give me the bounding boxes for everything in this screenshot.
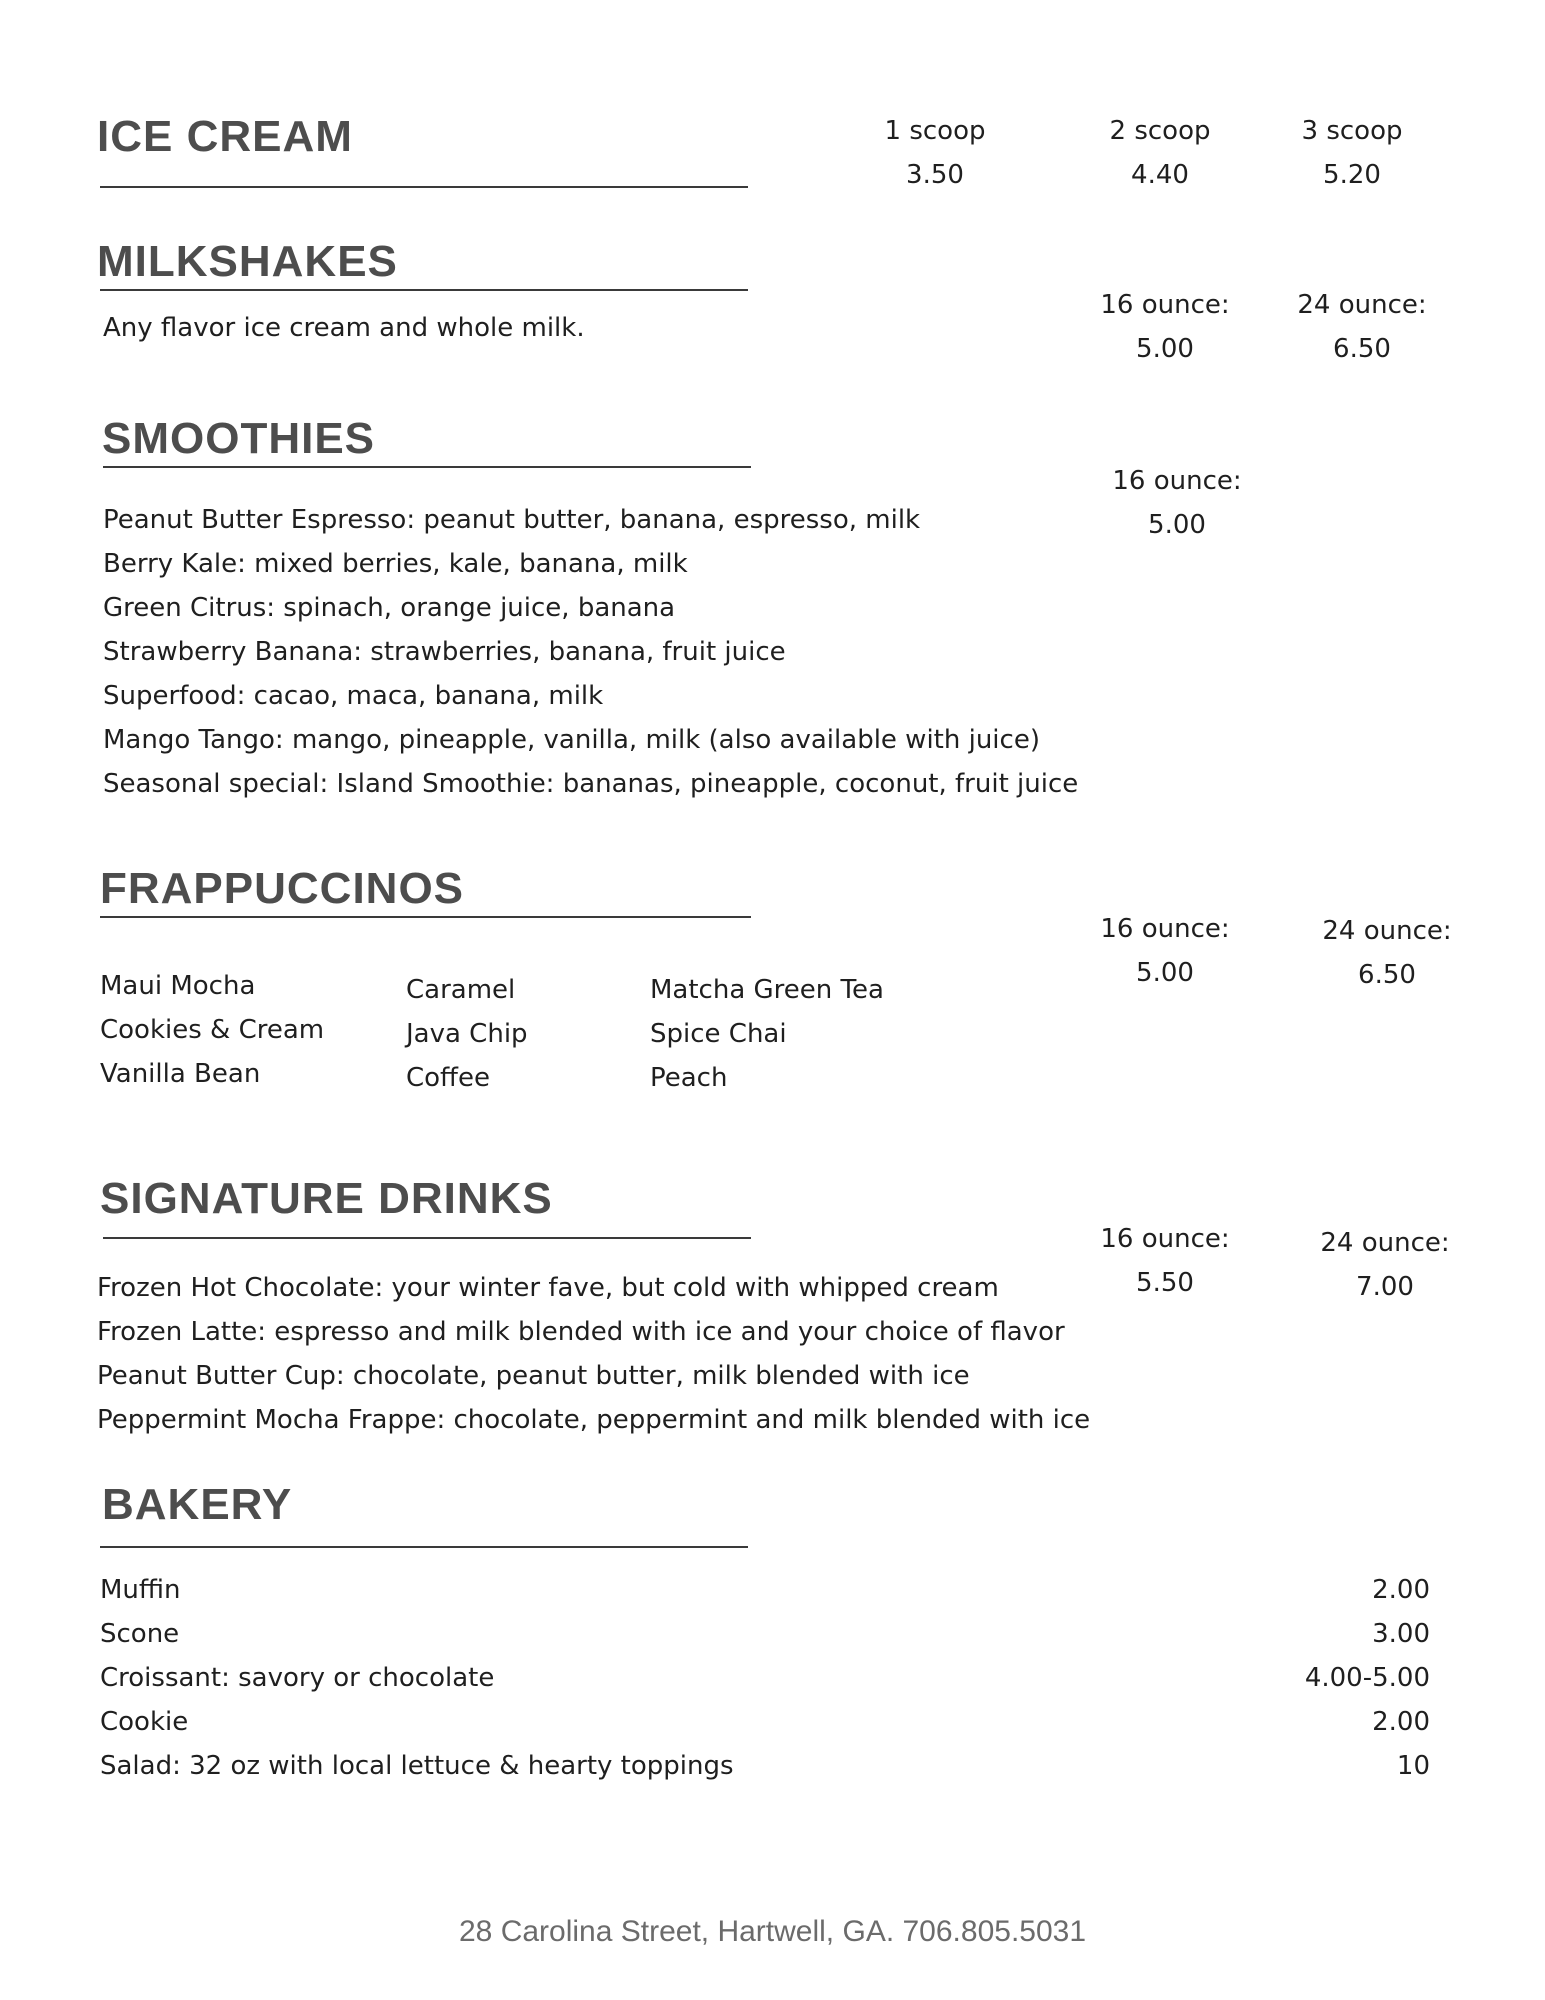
list-item: Salad: 32 oz with local lettuce & hearty toppings <box>100 1751 734 1781</box>
milkshakes-price-24oz <box>1297 290 1427 364</box>
milkshakes-price-16oz <box>1100 290 1230 364</box>
list-item: Caramel <box>406 975 516 1005</box>
list-item: Vanilla Bean <box>100 1059 261 1089</box>
smoothies-heading: SMOOTHIES <box>102 414 376 463</box>
ice-cream-price-3-scoop <box>1297 116 1407 190</box>
list-item: Strawberry Banana: strawberries, banana, fruit juice <box>103 637 786 667</box>
list-item: Cookie <box>100 1707 189 1737</box>
list-item: Frozen Hot Chocolate: your winter fave, but cold with whipped cream <box>97 1273 999 1303</box>
price-value: 10 <box>1396 1751 1430 1781</box>
signature-drinks-heading: SIGNATURE DRINKS <box>100 1174 553 1223</box>
list-item: Matcha Green Tea <box>650 975 884 1005</box>
footer-address: 28 Carolina Street, Hartwell, GA. 706.805.5031 <box>458 1915 1087 1948</box>
list-item: Peanut Butter Espresso: peanut butter, banana, espresso, milk <box>103 505 921 535</box>
price-value: 6.50 <box>1333 334 1391 364</box>
size-label: 1 scoop <box>884 116 986 146</box>
size-label: 3 scoop <box>1301 116 1403 146</box>
list-item: Croissant: savory or chocolate <box>100 1663 495 1693</box>
size-label: 16 ounce: <box>1100 1224 1230 1254</box>
price-value: 5.00 <box>1136 958 1194 988</box>
list-item: Berry Kale: mixed berries, kale, banana, milk <box>103 549 688 579</box>
frappuccinos-divider <box>100 916 751 918</box>
size-label: 16 ounce: <box>1112 466 1242 496</box>
milkshakes-divider <box>100 289 748 291</box>
price-value: 6.50 <box>1358 960 1416 990</box>
size-label: 24 ounce: <box>1322 916 1452 946</box>
smoothies-divider <box>103 466 751 468</box>
size-label: 16 ounce: <box>1100 914 1230 944</box>
list-item: Peppermint Mocha Frappe: chocolate, peppermint and milk blended with ice <box>97 1405 1091 1435</box>
price-value: 5.20 <box>1323 160 1381 190</box>
signature-drinks-divider <box>103 1237 751 1239</box>
list-item: Peanut Butter Cup: chocolate, peanut butter, milk blended with ice <box>97 1361 970 1391</box>
list-item: Mango Tango: mango, pineapple, vanilla, milk (also available with juice) <box>103 725 1040 755</box>
list-item: Java Chip <box>406 1019 528 1049</box>
list-item: Scone <box>100 1619 180 1649</box>
price-value: 3.50 <box>906 160 964 190</box>
bakery-list <box>100 1568 734 1788</box>
frappuccinos-heading: FRAPPUCCINOS <box>100 864 465 913</box>
bakery-divider <box>100 1546 748 1548</box>
milkshakes-description: Any flavor ice cream and whole milk. <box>103 313 585 343</box>
price-value: 5.50 <box>1136 1268 1194 1298</box>
list-item: Superfood: cacao, maca, banana, milk <box>103 681 604 711</box>
price-value: 5.00 <box>1148 510 1206 540</box>
price-value: 4.40 <box>1131 160 1189 190</box>
size-label: 24 ounce: <box>1297 290 1427 320</box>
list-item: Peach <box>650 1063 728 1093</box>
list-item: Muffin <box>100 1575 181 1605</box>
frappuccinos-column-3 <box>650 968 884 1100</box>
ice-cream-divider <box>100 186 748 188</box>
price-value: 5.00 <box>1136 334 1194 364</box>
smoothies-list <box>103 498 1078 806</box>
price-value: 2.00 <box>1372 1575 1430 1605</box>
list-item: Coffee <box>406 1063 490 1093</box>
list-item: Seasonal special: Island Smoothie: bananas, pineapple, coconut, fruit juice <box>103 769 1079 799</box>
list-item: Frozen Latte: espresso and milk blended with ice and your choice of flavor <box>97 1317 1065 1347</box>
size-label: 16 ounce: <box>1100 290 1230 320</box>
frappuccinos-column-2 <box>406 968 528 1100</box>
signature-price-16oz <box>1100 1224 1230 1298</box>
price-value: 2.00 <box>1372 1707 1430 1737</box>
size-label: 24 ounce: <box>1320 1228 1450 1258</box>
frappuccinos-price-16oz <box>1100 914 1230 988</box>
bakery-prices <box>1305 1568 1430 1788</box>
list-item: Green Citrus: spinach, orange juice, banana <box>103 593 676 623</box>
ice-cream-heading: ICE CREAM <box>97 112 353 161</box>
milkshakes-heading: MILKSHAKES <box>97 237 398 286</box>
price-value: 4.00-5.00 <box>1304 1663 1430 1693</box>
bakery-heading: BAKERY <box>102 1480 293 1529</box>
price-value: 3.00 <box>1372 1619 1430 1649</box>
frappuccinos-column-1 <box>100 964 324 1096</box>
ice-cream-price-2-scoop <box>1105 116 1215 190</box>
ice-cream-price-1-scoop <box>880 116 990 190</box>
list-item: Cookies & Cream <box>100 1015 325 1045</box>
signature-drinks-list <box>97 1266 1090 1442</box>
signature-price-24oz <box>1320 1228 1450 1302</box>
size-label: 2 scoop <box>1109 116 1211 146</box>
frappuccinos-price-24oz <box>1322 916 1452 990</box>
list-item: Maui Mocha <box>100 971 256 1001</box>
price-value: 7.00 <box>1356 1272 1414 1302</box>
smoothies-price-16oz <box>1112 466 1242 540</box>
list-item: Spice Chai <box>650 1019 787 1049</box>
